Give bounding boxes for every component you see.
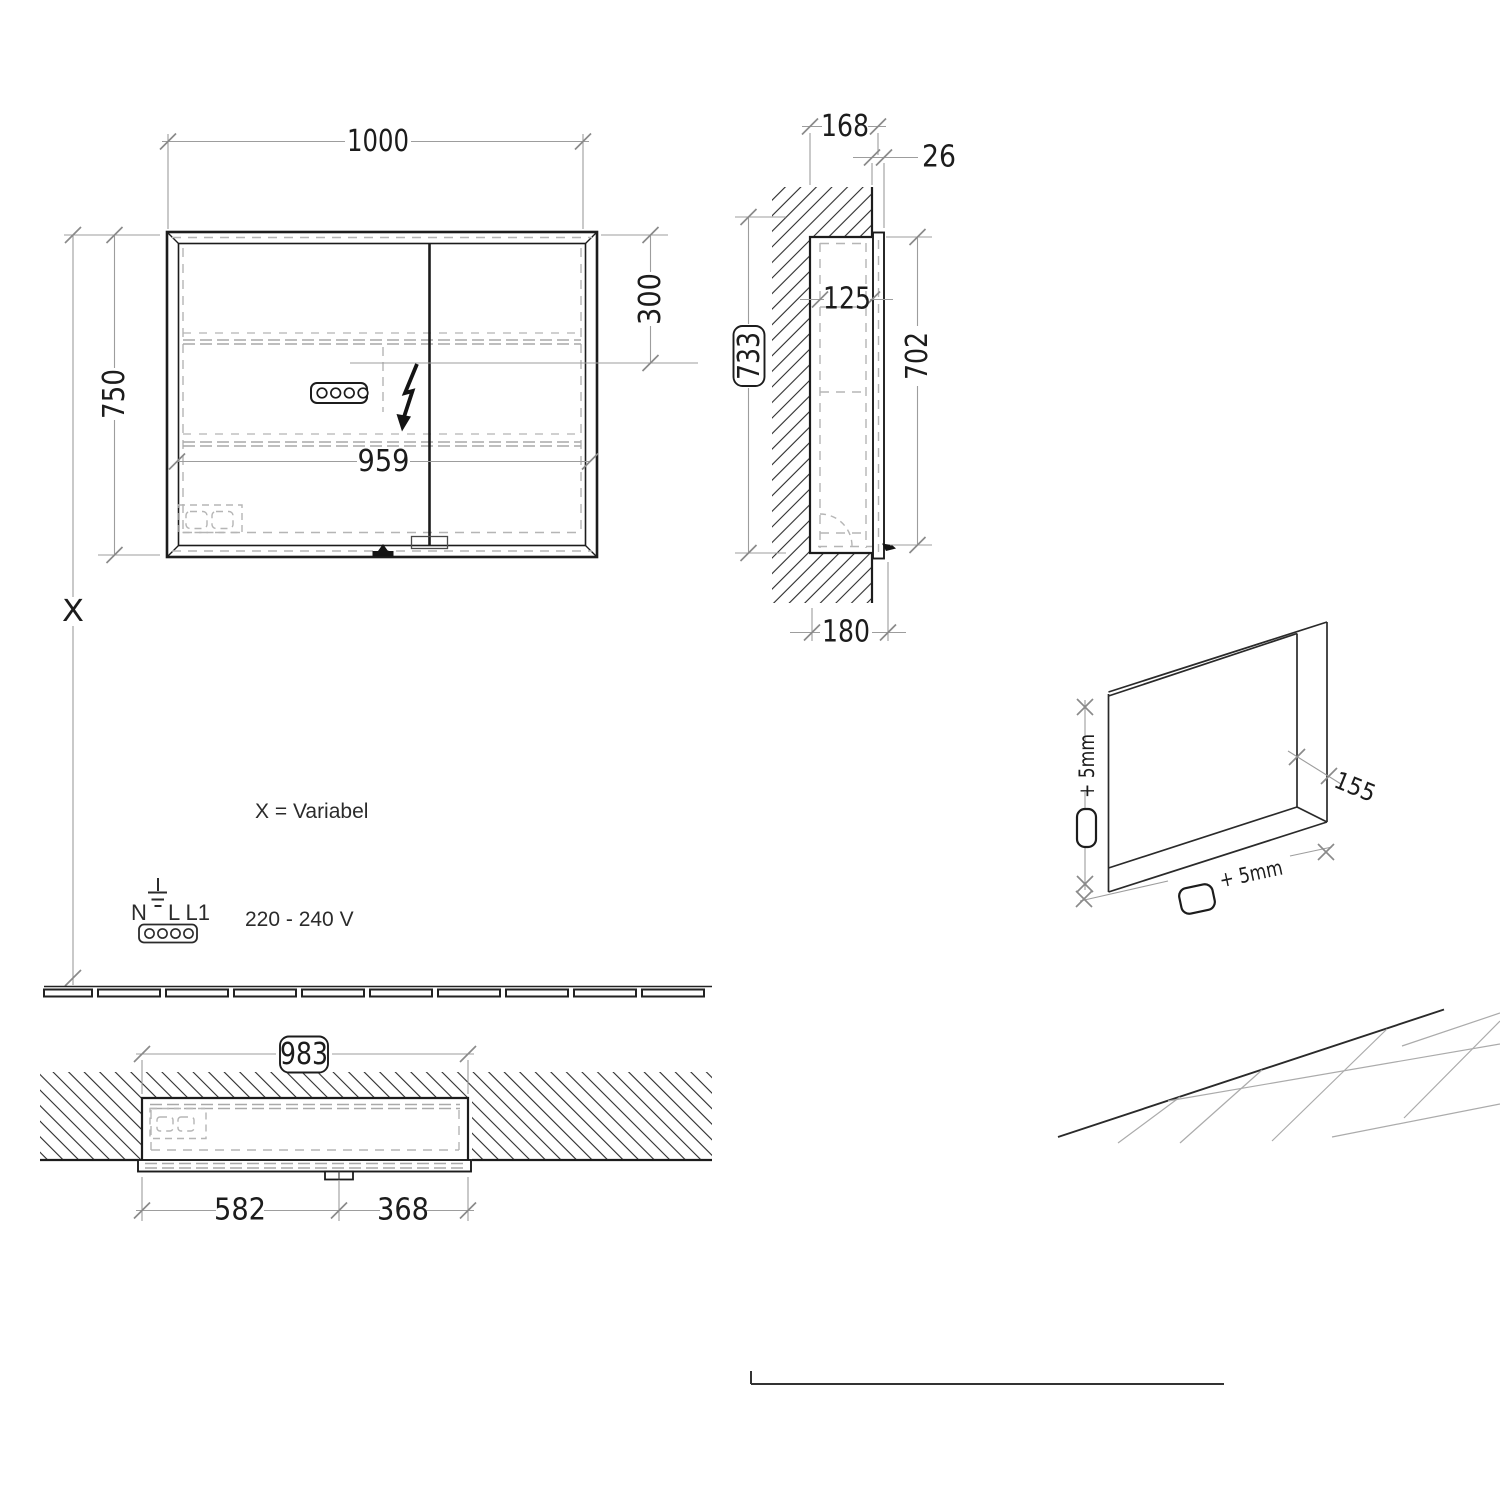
dim-recess-depth [802,109,886,185]
plan-front-strip [138,1160,471,1172]
variable-note: X = Variabel [255,800,369,823]
cabinet-outer-frame [167,232,597,557]
front-view [167,232,698,557]
plan-center-tab [325,1172,353,1180]
niche-edges [1109,622,1328,892]
floor-edge-line [1058,1010,1444,1138]
terminal-n-label: N [131,900,147,925]
tile-segment [234,990,296,997]
side-view [772,187,896,603]
floor-tile-grid [1058,1010,1500,1144]
base-reference-line [751,1371,1224,1384]
earth-ground-icon [148,878,167,906]
dim-body-height-label: 702 [900,322,935,380]
dim-height [64,227,160,563]
tile-segment [438,990,500,997]
dim-offset-top-label: 300 [633,267,668,325]
dim-inner-width-label: 959 [357,444,410,479]
dim-niche-height-label: 733 [732,322,767,380]
dim-variable-x [62,227,84,986]
dim-height-tolerance-label: + 5mm [1075,719,1099,798]
dim-width [160,124,591,229]
dim-niche-depth [1288,749,1384,810]
dim-recess-depth-label: 168 [821,109,869,144]
socket-icon [311,383,368,403]
tile-segment [506,990,568,997]
dim-total-depth-label: 180 [822,614,870,650]
dim-height-label: 750 [97,361,132,419]
dim-width-tolerance-label: + 5mm [1217,852,1300,893]
dim-plan-splits [134,1177,476,1228]
tile-segment [98,990,160,997]
dim-offset-top [601,227,668,371]
tile-segment [370,990,432,997]
dim-plan-right-label: 368 [377,1192,429,1228]
tile-segment [642,990,704,997]
dim-protrusion-label: 26 [922,139,956,175]
terminal-l-label: L L1 [168,900,211,925]
plan-view [40,987,712,1228]
dim-body-height [886,229,935,553]
tile-segment [166,990,228,997]
terminal-diagram [131,878,210,943]
mirror-door-panel [873,233,884,559]
terminal-block-icon [139,925,197,943]
notes [131,800,368,943]
tile-segment [302,990,364,997]
dim-width-label: 1000 [347,124,409,159]
tile-segment [44,990,92,997]
voltage-note: 220 - 240 V [245,908,354,931]
dim-height-tolerance [1075,699,1099,892]
dim-plan-left-label: 582 [214,1192,266,1228]
dim-niche-depth-label: 155 [1330,766,1384,810]
tile-segment [574,990,636,997]
cabinet-horizontal-icon [1178,883,1217,916]
cabinet-vertical-icon [1077,809,1096,847]
dim-variable-label: X [62,594,84,629]
dim-inner-depth-label: 125 [823,281,871,317]
niche-perspective-view [1075,622,1384,915]
tile-row [44,987,712,997]
dim-width-tolerance [1076,844,1334,915]
dim-plan-niche-width-label: 983 [280,1037,328,1072]
